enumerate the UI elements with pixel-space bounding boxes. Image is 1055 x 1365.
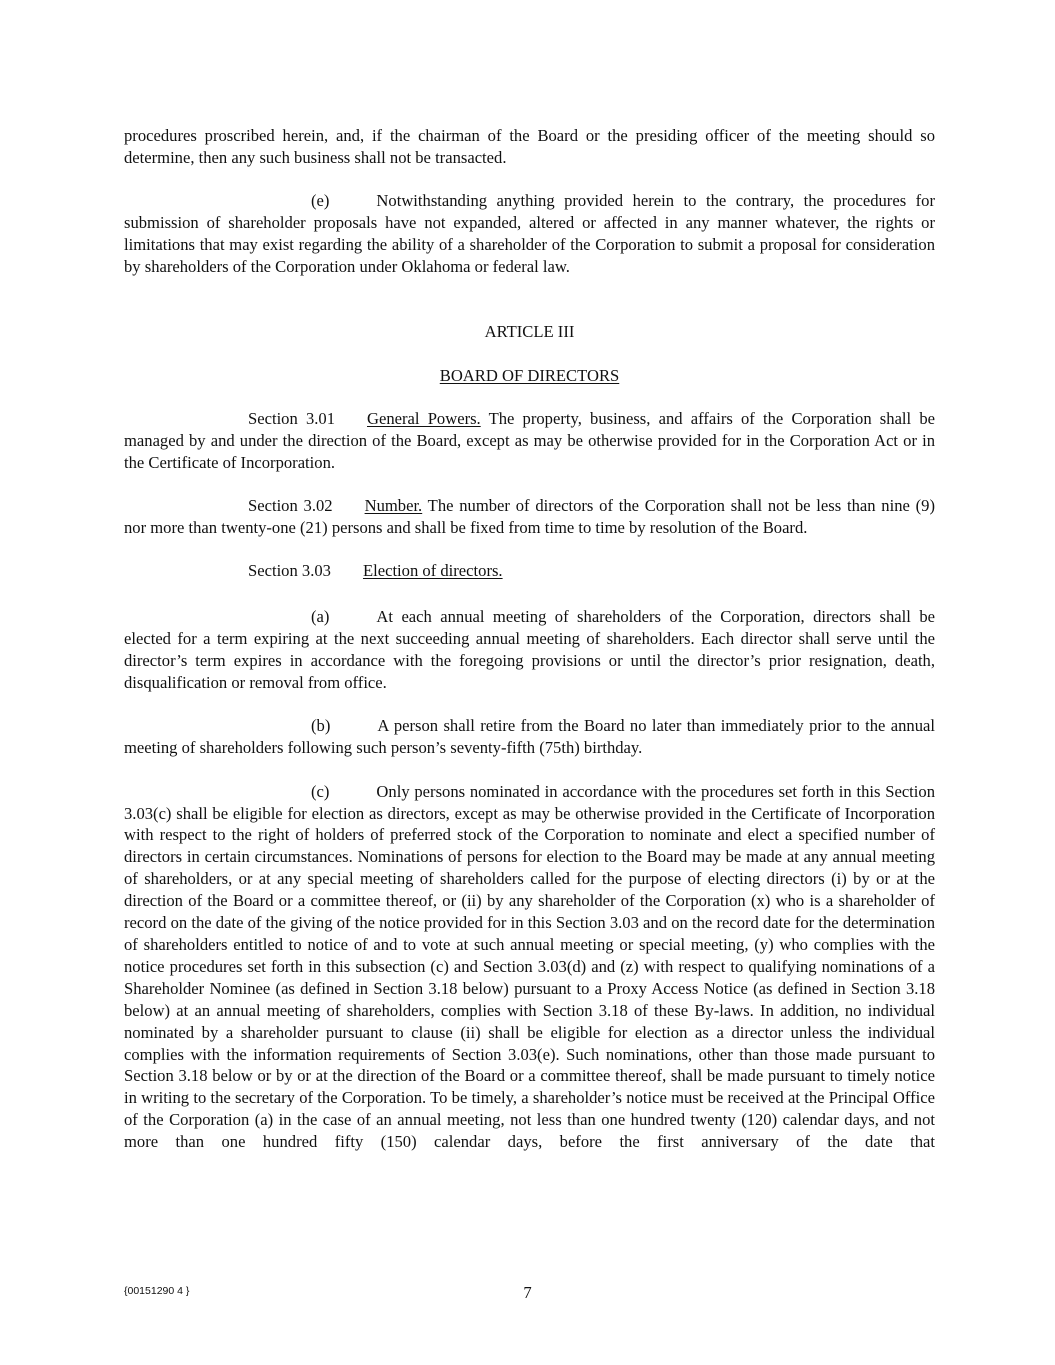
article-title-text: BOARD OF DIRECTORS (439, 365, 620, 385)
paragraph-b (124, 715, 935, 759)
paragraph-b-text: A person shall retire from the Board no later than immediately prior to the annual meeting of shareholders following such person’s seventy-fifth (75th) birthday. (124, 716, 935, 758)
paragraph-continuation: procedures proscribed herein, and, if the chairman of the Board or the presiding officer of the meeting should so determine, then any such business shall not be transacted. (124, 126, 935, 167)
paragraph-e-label: (e) (311, 191, 330, 211)
section-3-01-text: The property, business, and affairs of the Corporation shall be managed by and under the direction of the Board, except as may be otherwise provided for in the Corporation Act or in the Certificate of Incorporation. (124, 408, 935, 472)
section-3-03-number: Section 3.03 (248, 561, 331, 581)
paragraph-a-text: At each annual meeting of shareholders of the Corporation, directors shall be elected for a term expiring at the next succeeding annual meeting of shareholders. Each director shall serve until the director’s term expires in accordance with the foregoing provisions or until the director’s prior resignation, death, disqualification or removal from office. (124, 607, 935, 692)
section-3-01 (124, 408, 935, 474)
paragraph-a-label: (a) (311, 607, 330, 627)
section-3-01-title: General Powers. (367, 408, 481, 428)
paragraph-c-label: (c) (311, 781, 330, 801)
section-3-02-number: Section 3.02 (248, 495, 333, 515)
section-3-01-number: Section 3.01 (248, 408, 335, 428)
paragraph-a (124, 606, 935, 694)
paragraph-e-text: Notwithstanding anything provided herein to the contrary, the procedures for submission of shareholder proposals have not expanded, altered or affected in any manner whatever, the rights or limitations that may exist regarding the ability of a shareholder of the Corporation to submit a proposal for consideration by shareholders of the Corporation under Oklahoma or federal law. (124, 191, 935, 277)
section-3-02-title: Number. (364, 495, 423, 515)
paragraph-b-label: (b) (311, 716, 331, 736)
paragraph-e (124, 190, 935, 278)
section-3-03-title: Election of directors. (362, 561, 503, 581)
article-heading: ARTICLE III (484, 321, 575, 341)
footer-document-id: {00151290 4 } (124, 1285, 190, 1297)
paragraph-c-text: Only persons nominated in accordance with the procedures set forth in this Section 3.03(c) shall be eligible for election as directors, except as may be otherwise provided in the Certificate of Incorporation with respect to the right of holders of preferred stock of the Corporation to nominate and elect a specified number of directors in certain circumstances. Nominations of persons for election to the Board may be made at any annual meeting of shareholders, or at any special meeting of shareholders called for the purpose of electing directors (i) by or at the direction of the Board or a committee thereof, or (ii) by any shareholder of the Corporation (x) who is a shareholder of record on the date of the giving of the notice provided for in this Section 3.03 and on the record date for the determination of shareholders entitled to notice of and to vote at such annual meeting or special meeting, (y) who complies with the notice procedures set forth in this subsection (c) and Section 3.03(d) and (z) with respect to qualifying nominations of a Shareholder Nominee (as defined in Section 3.18 below) pursuant to a Proxy Access Notice (as defined in Section 3.18 below) at an annual meeting of shareholders, complies with Section 3.18 of these By-laws. In addition, no individual nominated by a shareholder pursuant to clause (ii) shall be eligible for election as a director unless the individual complies with the information requirements of Section 3.03(e). Such nominations, other than those made pursuant to Section 3.18 below or by or at the direction of the Board or a committee thereof, shall be made pursuant to timely notice in writing to the secretary of the Corporation. To be timely, a shareholder’s notice must be received at the Principal Office of the Corporation (a) in the case of an annual meeting, not less than one hundred twenty (120) calendar days, and not more than one hundred fifty (150) calendar days, before the first anniversary of the date that (124, 781, 935, 1152)
document-body (124, 125, 935, 1175)
article-title (124, 365, 935, 387)
footer-page-number: 7 (523, 1283, 532, 1302)
section-3-03 (124, 560, 935, 582)
section-3-02 (124, 495, 935, 539)
paragraph-c (124, 781, 935, 1153)
section-3-02-text: The number of directors of the Corporation shall not be less than nine (9) nor more than twenty-one (21) persons and shall be fixed from time to time by resolution of the Board. (124, 495, 935, 537)
